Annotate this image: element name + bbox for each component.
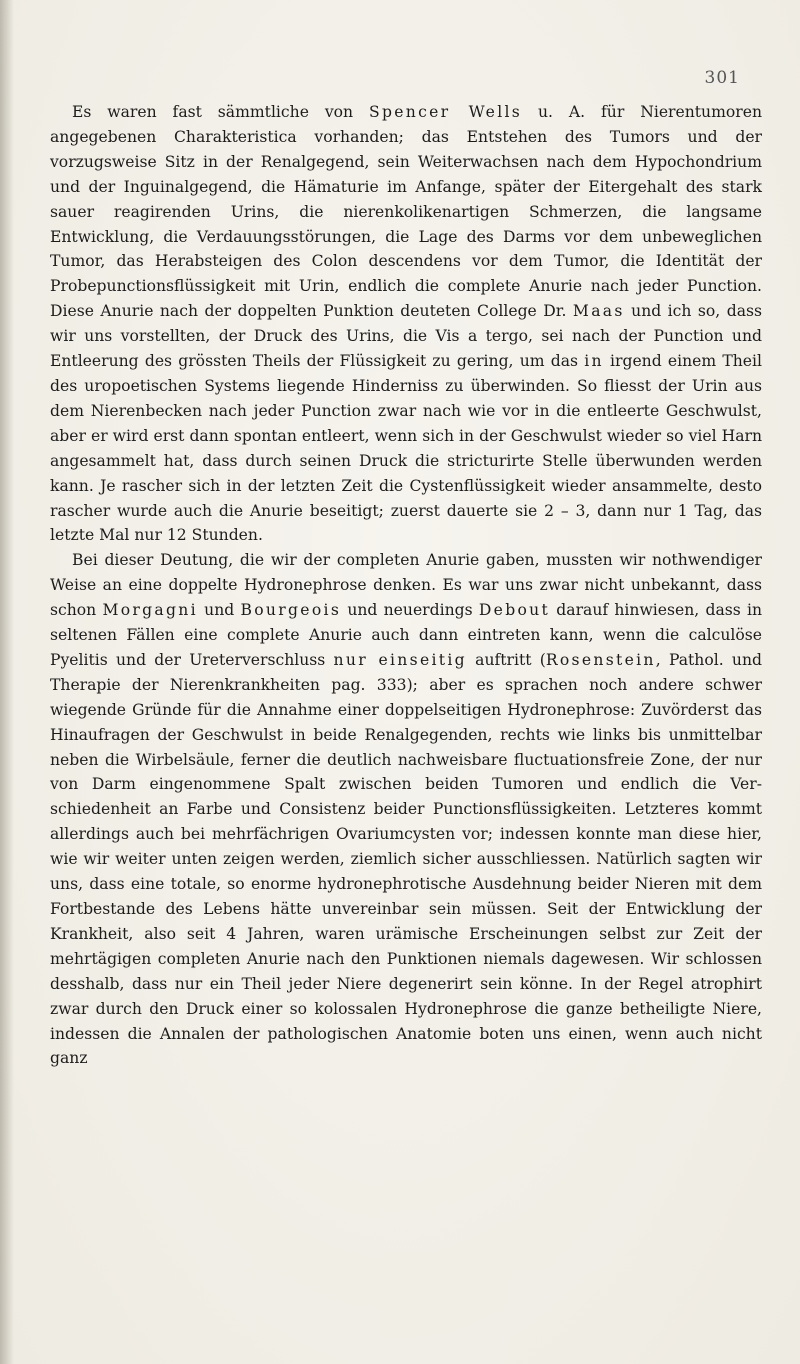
spaced-name: Spencer Wells bbox=[368, 103, 523, 121]
text-segment: Es waren fast sämmtliche von bbox=[72, 103, 369, 121]
text-segment: , Pathol. und Therapie der Nierenkrankheiten pag. 333); aber es sprachen noch andere schwer wiegende Gründe für die Annahme einer doppelseitigen Hydronephrose: Zuvörderst das Hinaufragen der Geschwulst in beide Renalgegenden, rechts wie links bis unmittelbar neben die Wirbelsäule, ferner die deutlich nachweisbare fluctuationsfreie Zone, der nur von Darm eingenommene Spalt zwischen beiden Tumoren und endlich die Verschiedenheit an Farbe und Consistenz beider Punctionsflüssigkeiten. Letzteres kommt allerdings auch bei mehrfächrigen Ovariumcysten vor; indessen konnte man diese hier, wie wir weiter unten zeigen werden, ziemlich sicher ausschliessen. Natürlich sagten wir uns, dass eine totale, so enorme hydronephrotische Ausdehnung beider Nieren mit dem Fortbestande des Lebens hätte unvereinbar sein müssen. Seit der Entwicklung der Krankheit, also seit 4 Jahren, waren urämische Erscheinungen selbst zur Zeit der mehrtägigen completen Anurie nach den Punktionen niemals dagewesen. Wir schlossen desshalb, dass nur ein Theil jeder Niere degenerirt sein könne. In der Regel atrophirt zwar durch den Druck einer so kolossalen Hydronephrose die ganze betheiligte Niere, indessen die Annalen der pathologischen Anatomie boten uns einen, wenn auch nicht ganz bbox=[50, 650, 762, 1068]
spaced-name: Maas bbox=[572, 302, 625, 321]
text-segment: irgend einem Theil des uropoetischen Systems liegende Hinderniss zu überwinden. So fliesst der Urin aus dem Nierenbecken nach jeder Punction zwar nach wie vor in die entleerte Geschwulst, aber er wird erst dann spontan entleert, wenn sich in der Geschwulst wieder so viel Harn angesammelt hat, dass durch seinen Druck die stricturirte Stelle überwunden werden kann. Je rascher sich in der letzten Zeit die Cystenflüssigkeit wieder ansammelte, desto rascher wurde auch die Anurie beseitigt; zuerst dauerte sie 2 – 3, dann nur 1 Tag, das letzte Mal nur 12 Stunden. bbox=[50, 352, 763, 545]
spaced-name: in bbox=[584, 352, 604, 371]
spaced-name: Debout bbox=[478, 601, 551, 620]
text-segment: auftritt ( bbox=[466, 650, 546, 669]
spaced-name: Morgagni bbox=[102, 601, 198, 620]
spaced-name: Rosenstein bbox=[545, 650, 656, 669]
spaced-name: Bourgeois bbox=[240, 601, 342, 620]
page-gutter-shadow bbox=[0, 0, 14, 1364]
text-segment: u. A. für Nierentumoren angegebenen Charakteristica vorhanden; das Entstehen des Tumors und der vorzugsweise Sitz in der Renalgegend, sein Weiterwachsen nach dem Hypochondrium und der Inguinalgegend, die Hämaturie im Anfange, später der Eitergehalt des stark sauer reagirenden Urins, die nierenkolikenartigen Schmerzen, die langsame Entwicklung, die Verdauungsstörungen, die Lage des Darms vor dem unbeweglichen Tumor, das Herabsteigen des Colon descendens vor dem Tumor, die Identität der Probepunctionsflüssigkeit mit Urin, endlich die complete Anurie nach jeder Punction. Diese Anurie nach der doppelten Punktion deuteten College Dr. bbox=[50, 103, 762, 321]
spaced-name: nur einseitig bbox=[333, 650, 467, 669]
page-number: 301 bbox=[704, 68, 740, 88]
text-segment: und neuerdings bbox=[341, 601, 479, 620]
text-segment: und ich so, dass wir uns vorstellten, der Druck des Urins, die Vis a tergo, sei nach der Punction und Entleerung des grössten Theils der Flüssigkeit zu gering, um das bbox=[50, 302, 762, 371]
paragraph bbox=[50, 548, 762, 1071]
paragraph bbox=[50, 100, 762, 548]
text-segment: darauf hinwiesen, dass in seltenen Fällen eine complete Anurie auch dann eintreten kann, wenn die calculöse Pyelitis und der Ureterverschluss bbox=[50, 601, 763, 669]
text-segment: Bei dieser Deutung, die wir der completen Anurie gaben, mussten wir nothwendiger Weise an eine doppelte Hydronephrose denken. Es war uns zwar nicht unbekannt, dass schon bbox=[50, 551, 762, 620]
body-text bbox=[50, 100, 762, 1071]
text-segment: und bbox=[197, 601, 241, 620]
